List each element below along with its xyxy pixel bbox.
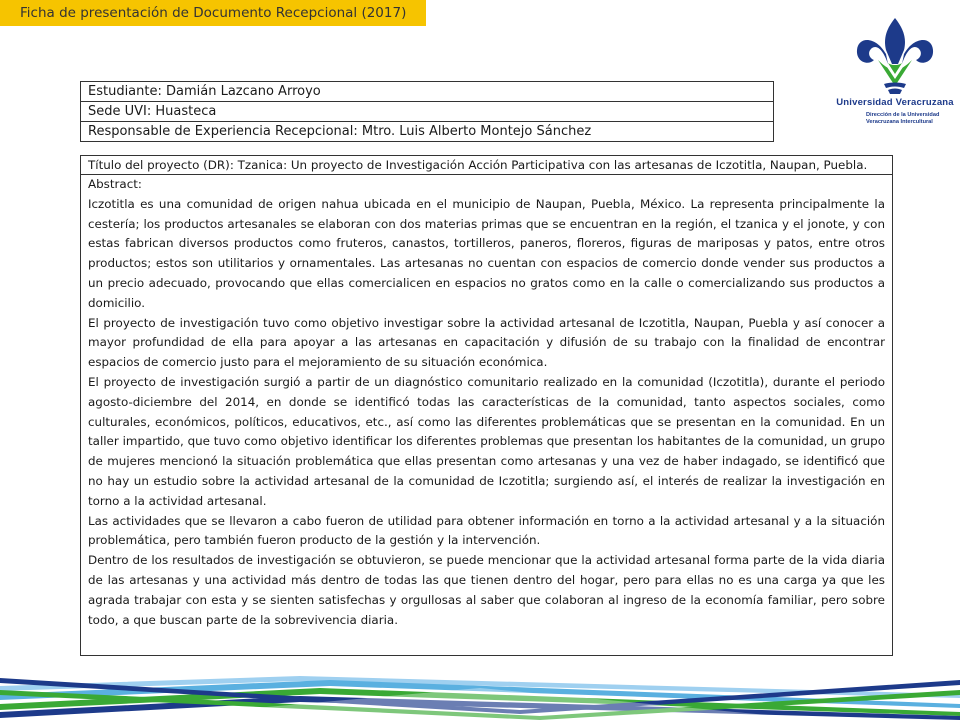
student-name: Estudiante: Damián Lazcano Arroyo	[81, 82, 774, 102]
abstract-paragraph: Dentro de los resultados de investigación se obtuvieron, se puede mencionar que la actividad artesanal forma parte de la vida diaria de las artesanas y una actividad más dentro de todas las que tienen dentro del hogar, pero para ellas no es una carga ya que les agrada trabajar con esta y se sienten satisfechas y orgullosas al saber que colaboran al ingreso de la economía familiar, pero sobre todo, a que buscan parte de la sobrevivencia diaria.	[88, 553, 885, 627]
responsable: Responsable de Experiencia Recepcional: Mtro. Luis Alberto Montejo Sánchez	[81, 122, 774, 142]
abstract-label: Abstract:	[88, 177, 142, 191]
abstract-section	[81, 175, 892, 630]
university-logo	[836, 14, 954, 132]
project-title: Título del proyecto (DR): Tzanica: Un proyecto de Investigación Acción Participativa con las artesanas de Iczotitla, Naupan, Puebla.	[81, 156, 892, 175]
abstract-paragraph: El proyecto de investigación tuvo como objetivo investigar sobre la actividad artesanal de Iczotitla, Naupan, Puebla y así conocer a mayor profundidad de ella para apoyar a las artesanas en capacitación y difusión de su trabajo con la finalidad de encontrar espacios de comercio justo para el mejoramiento de su situación económica.	[88, 315, 885, 370]
project-box	[80, 155, 893, 656]
abstract-paragraph: El proyecto de investigación surgió a partir de un diagnóstico comunitario realizado en la comunidad (Iczotitla), durante el periodo agosto-diciembre del 2014, en donde se identificó todas las características de la comunidad, tanto aspectos sociales, como culturales, económicos, políticos, educativos, etc., así como las diferentes problemáticas que se presentan en la comunidad. En un taller impartido, que tuvo como objetivo identificar los diferentes problemas que presentan los habitantes de la comunidad, un grupo de mujeres mencionó la situación problemática que ellas presentan como artesanas y una vez de haber indagado, se identificó que no hay un estudio sobre la actividad artesanal de la comunidad de Iczotitla; surgiendo así, el interés de realizar la investigación en torno a la actividad artesanal.	[88, 374, 885, 508]
abstract-paragraph: Iczotitla es una comunidad de origen nahua ubicada en el municipio de Naupan, Puebla, México. La representa principalmente la cestería; los productos artesanales se elaboran con dos materias primas que se encuentran en la región, el tzanica y el jonote, y con estas fabrican diversos productos como fruteros, canastos, tortilleros, paneros, floreros, figuras de mariposas y patos, entre otros productos; estos son utilitarios y ornamentales. Las artesanas no cuentan con espacios de comercio donde vender sus productos a un precio adecuado, provocando que ellas comercialicen en espacios no gratos como en la calle o comercializando sus productos a domicilio.	[88, 196, 885, 310]
header-banner: Ficha de presentación de Documento Recepcional (2017)	[0, 0, 426, 26]
university-subtitle: Dirección de la Universidad Veracruzana Intercultural	[866, 112, 940, 125]
fleur-de-lis-icon	[836, 14, 954, 96]
sede-uvi: Sede UVI: Huasteca	[81, 102, 774, 122]
woven-stripes-decoration	[0, 668, 960, 720]
university-name: Universidad Veracruzana	[836, 97, 954, 108]
abstract-paragraph: Las actividades que se llevaron a cabo fueron de utilidad para obtener información en torno a la actividad artesanal y a la situación problemática, pero también fueron producto de la gestión y la intervención.	[88, 513, 885, 548]
student-info-table	[80, 81, 774, 142]
